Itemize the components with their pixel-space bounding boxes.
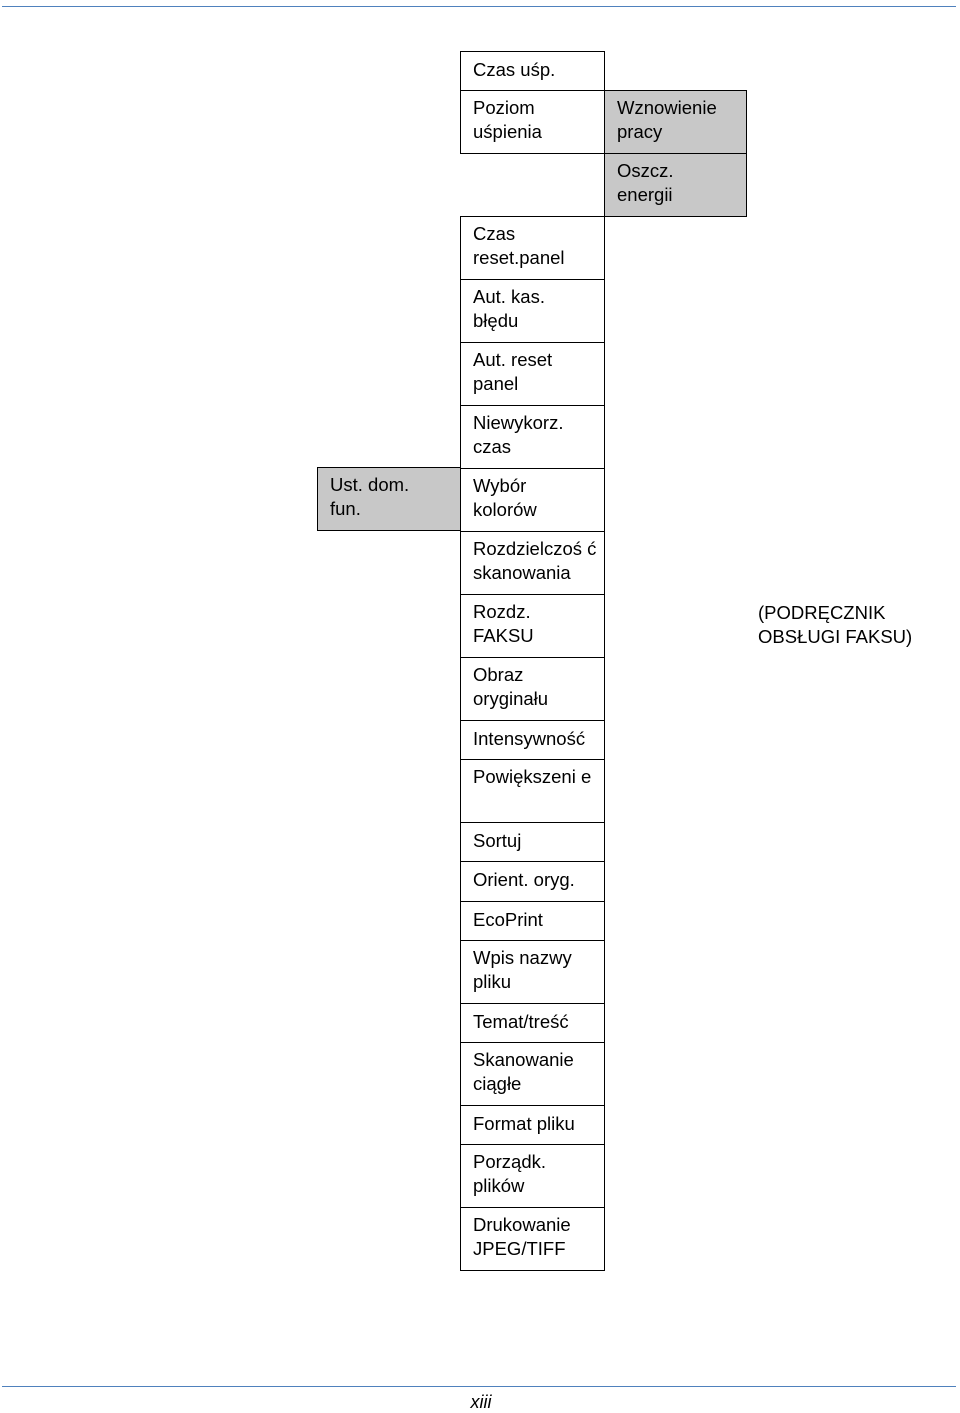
menu-item-aut-kas-bledu — [460, 279, 605, 343]
menu-root-label: Ust. dom. fun. — [330, 474, 410, 519]
menu-item-label: Rozdz. FAKSU — [473, 601, 534, 646]
submenu-item-wznowienie-pracy — [604, 90, 747, 154]
menu-item-label: Aut. kas. błędu — [473, 286, 545, 331]
menu-item-label: Wpis nazwy pliku — [473, 947, 572, 992]
menu-item-skanowanie-ciagle — [460, 1042, 605, 1106]
menu-item-wybor-kolorow — [460, 468, 605, 532]
menu-item-label: Aut. reset panel — [473, 349, 553, 394]
menu-item-rozdz-faksu — [460, 594, 605, 658]
submenu-item-label: Wznowienie pracy — [617, 97, 717, 142]
menu-item-drukowanie-jpeg-tiff — [460, 1207, 605, 1271]
menu-item-label: Obraz oryginału — [473, 664, 549, 709]
menu-item-label: Sortuj — [473, 830, 522, 851]
menu-item-label: Skanowanie ciągłe — [473, 1049, 574, 1094]
menu-item-label: EcoPrint — [473, 909, 543, 930]
menu-item-label: Format pliku — [473, 1113, 575, 1134]
menu-item-label: Wybór kolorów — [473, 475, 537, 520]
fax-manual-reference: (PODRĘCZNIK OBSŁUGI FAKSU) — [758, 602, 913, 647]
menu-item-orient-oryg — [460, 861, 605, 902]
page-number — [0, 1392, 960, 1413]
menu-item-label: Powiększeni e — [473, 766, 592, 787]
menu-item-sortuj — [460, 822, 605, 862]
menu-item-powiekszenie — [460, 759, 605, 823]
menu-item-obraz-oryginalu — [460, 657, 605, 721]
menu-item-czas-usp — [460, 51, 605, 91]
menu-item-poziom-uspienia — [460, 90, 605, 154]
menu-item-aut-reset-panel — [460, 342, 605, 406]
menu-item-label: Drukowanie JPEG/TIFF — [473, 1214, 571, 1259]
submenu-item-label: Oszcz. energii — [617, 160, 674, 205]
menu-item-format-pliku — [460, 1105, 605, 1145]
menu-item-label: Orient. oryg. — [473, 869, 575, 890]
menu-item-rozdzielczosc-skanowania — [460, 531, 605, 595]
menu-item-label: Temat/treść — [473, 1011, 569, 1032]
menu-item-czas-reset-panel — [460, 216, 605, 280]
menu-item-label: Rozdzielczoś ć skanowania — [473, 538, 597, 583]
menu-item-label: Porządk. plików — [473, 1151, 547, 1196]
submenu-item-oszcz-energii — [604, 153, 747, 217]
page-number-text: xiii — [470, 1392, 492, 1412]
footer-rule — [2, 1386, 956, 1387]
menu-item-niewykorz-czas — [460, 405, 605, 469]
menu-item-intensywnosc — [460, 720, 605, 760]
menu-root-ust-dom-fun — [317, 467, 461, 531]
menu-item-label: Czas reset.panel — [473, 223, 565, 268]
menu-item-label: Czas uśp. — [473, 59, 556, 80]
menu-item-ecoprint — [460, 901, 605, 941]
menu-item-porzadk-plikow — [460, 1144, 605, 1208]
menu-item-label: Intensywność — [473, 728, 586, 749]
menu-item-wpis-nazwy-pliku — [460, 940, 605, 1004]
header-rule — [2, 6, 956, 7]
menu-item-temat-tresc — [460, 1003, 605, 1043]
menu-item-label: Niewykorz. czas — [473, 412, 564, 457]
menu-item-label: Poziom uśpienia — [473, 97, 542, 142]
